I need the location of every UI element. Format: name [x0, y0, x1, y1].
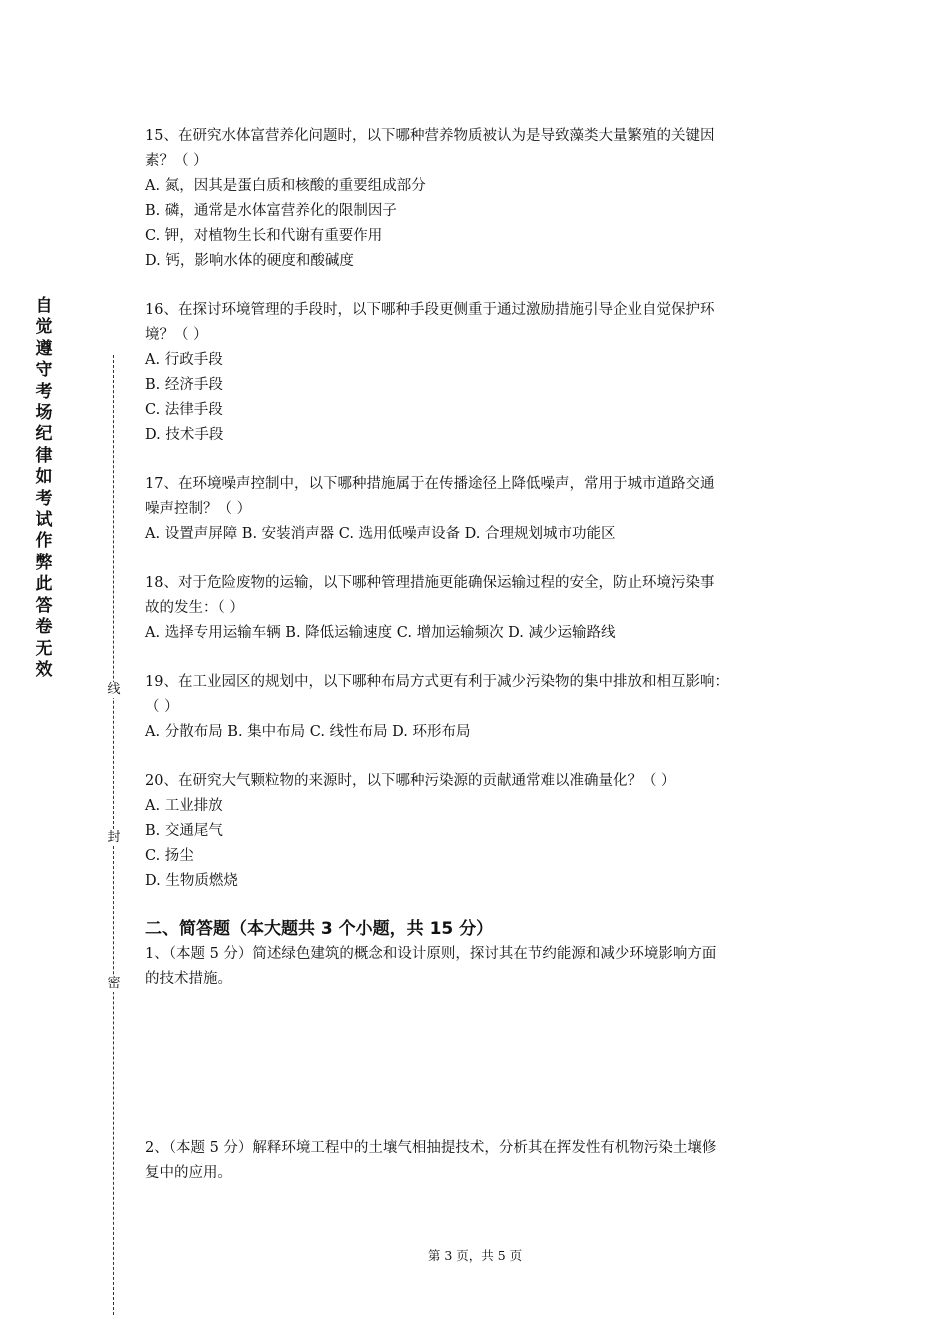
question-stem-line: 复中的应用。 — [145, 1165, 232, 1181]
option: B. 经济手段 — [145, 377, 223, 393]
question-stem-line: 2、（本题 5 分）解释环境工程中的土壤气相抽提技术，分析其在挥发性有机物污染土壤修 — [145, 1140, 717, 1156]
seal-mark-secret: 密 — [107, 976, 121, 991]
option: C. 钾，对植物生长和代谢有重要作用 — [145, 228, 383, 244]
option: A. 氮，因其是蛋白质和核酸的重要组成部分 — [145, 178, 426, 194]
exam-discipline-warning: 自觉遵守考场纪律如考试作弊此答卷无效 — [35, 296, 53, 680]
question-stem-line: 17、在环境噪声控制中，以下哪种措施属于在传播途径上降低噪声，常用于城市道路交通 — [145, 476, 715, 492]
option: A. 工业排放 — [145, 798, 223, 814]
page-number: 第 3 页，共 5 页 — [427, 1248, 523, 1263]
question-16 — [145, 298, 815, 448]
question-stem-line: 15、在研究水体富营养化问题时，以下哪种营养物质被认为是导致藻类大量繁殖的关键因 — [145, 128, 715, 144]
seal-mark-line: 线 — [107, 682, 121, 697]
option: A. 选择专用运输车辆 B. 降低运输速度 C. 增加运输频次 D. 减少运输路线 — [145, 625, 616, 641]
question-19 — [145, 670, 815, 745]
question-stem-line: 噪声控制？（ ） — [145, 501, 252, 517]
option: D. 生物质燃烧 — [145, 873, 238, 889]
option: B. 交通尾气 — [145, 823, 223, 839]
seal-mark-seal: 封 — [107, 830, 121, 845]
question-18 — [145, 571, 815, 646]
question-stem-line: （ ） — [145, 699, 179, 715]
exam-content — [145, 124, 815, 1186]
option: B. 磷，通常是水体富营养化的限制因子 — [145, 203, 397, 219]
question-stem-line: 16、在探讨环境管理的手段时，以下哪种手段更侧重于通过激励措施引导企业自觉保护环 — [145, 302, 715, 318]
section-2-heading: 二、简答题（本大题共 3 个小题，共 15 分） — [145, 919, 494, 939]
question-stem-line: 1、（本题 5 分）简述绿色建筑的概念和设计原则，探讨其在节约能源和减少环境影响方面 — [145, 946, 717, 962]
question-stem-line: 境？（ ） — [145, 327, 208, 343]
question-stem-line: 20、在研究大气颗粒物的来源时，以下哪种污染源的贡献通常难以准确量化？（ ） — [145, 773, 676, 789]
question-20 — [145, 769, 815, 894]
short-answer-1 — [145, 942, 815, 992]
question-15 — [145, 124, 815, 274]
question-17 — [145, 472, 815, 547]
question-stem-line: 19、在工业园区的规划中，以下哪种布局方式更有利于减少污染物的集中排放和相互影响： — [145, 674, 729, 690]
question-stem-line: 故的发生：（ ） — [145, 600, 244, 616]
option: C. 扬尘 — [145, 848, 194, 864]
short-answer-2 — [145, 1136, 815, 1186]
option: D. 钙，影响水体的硬度和酸碱度 — [145, 253, 354, 269]
option: A. 行政手段 — [145, 352, 223, 368]
answer-space — [145, 992, 815, 1136]
question-stem-line: 的技术措施。 — [145, 971, 232, 987]
question-stem-line: 素？（ ） — [145, 153, 208, 169]
option: D. 技术手段 — [145, 427, 224, 443]
option: A. 分散布局 B. 集中布局 C. 线性布局 D. 环形布局 — [145, 724, 471, 740]
option: A. 设置声屏障 B. 安装消声器 C. 选用低噪声设备 D. 合理规划城市功能区 — [145, 526, 616, 542]
option: C. 法律手段 — [145, 402, 223, 418]
question-stem-line: 18、对于危险废物的运输，以下哪种管理措施更能确保运输过程的安全，防止环境污染事 — [145, 575, 715, 591]
